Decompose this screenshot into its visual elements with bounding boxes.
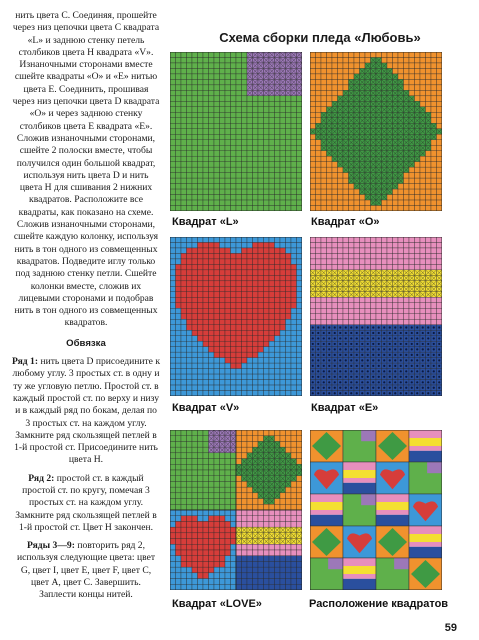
grid-cells — [310, 52, 442, 211]
row-1-text: нить цвета D присоедините к любому углу. 3 простых ст. в одну и ту же угловую петлю. Простой ст. в каждый простой ст. по верху и низу и в каждый ряд по бокам, делая по 3 простых ст. на каждом углу. Замкните ряд скользящей петлей в 1-й простой ст. Присоедините нить цвета Н. — [12, 356, 161, 466]
square-e-diagram — [310, 237, 442, 396]
square-l-diagram — [170, 52, 302, 211]
row-1-instruction — [12, 356, 160, 467]
grid-cells — [170, 52, 302, 211]
instructions-column — [12, 10, 160, 602]
square-love-diagram — [170, 430, 302, 590]
row-1-label: Ряд 1: — [12, 356, 39, 368]
tile-grid — [310, 430, 442, 590]
layout-label: Расположение квадратов — [309, 598, 449, 610]
layout-diagram — [310, 430, 442, 590]
grid-cells — [170, 430, 236, 510]
square-e-label: Квадрат «Е» — [311, 402, 379, 414]
square-v-diagram — [170, 237, 302, 396]
row-2-label: Ряд 2: — [28, 472, 55, 484]
square-love-label: Квадрат «LOVE» — [172, 598, 262, 610]
square-o-diagram — [310, 52, 442, 211]
square-o-label: Квадрат «О» — [311, 216, 380, 228]
grid-cells — [170, 237, 302, 396]
grid-cells — [236, 430, 302, 510]
instruction-paragraph: нить цвета С. Соединяя, прошейте через низ цепочки цвета С квадрата «L» и заднюю стенку петель столбиков цвета Н квадрата «V». Изнаночными сторонами вместе сшейте квадраты «О» и «Е» нитью цвета Е. Соединить, прошивая через низ цепочки цвета D квадрата «О» и через заднюю стенку столбиков цвета Е квадрата «Е». Сложив изнаночными сторонами, сшейте 2 полоски вместе, чтобы получился один большой квадрат, используя нить цвета D и нить цвета Н для сшивания 2 нижних квадратов. Расположите все квадраты, как показано на схеме. Сложив изнаночными сторонами, сшейте каждую колонку, используя нить в тон одного из совмещенных квадратов. Подведите иглу только под заднюю стенку петли. Сшейте колонки вместе, сложив их лицевыми сторонами и подобрав нить в тон одного из совмещенных квадратов. — [12, 10, 160, 329]
page-title: Схема сборки пледа «Любовь» — [219, 30, 421, 45]
square-v-label: Квадрат «V» — [172, 402, 240, 414]
row-2-instruction — [12, 473, 160, 534]
grid-cells — [170, 510, 236, 590]
grid-cells — [236, 510, 302, 590]
rows-3-9-label: Ряды 3—9: — [26, 540, 75, 552]
page-number: 59 — [444, 622, 457, 634]
rows-3-9-instruction — [12, 540, 160, 601]
square-l-label: Квадрат «L» — [172, 216, 239, 228]
section-heading: Обвязка — [66, 337, 106, 349]
row-2-text: простой ст. в каждый простой ст. по кругу, помечая 3 простых ст. на каждом углу. Замкните ряд скользящей петлей в 1-й простой ст. Цвет Н закончен. — [15, 472, 157, 533]
rows-3-9-text: повторить ряд 2, используя следующие цвета: цвет G, цвет I, цвет Е, цвет F, цвет С, цвет А, цвет С. Завершить. Заплести концы нитей. — [16, 540, 156, 601]
